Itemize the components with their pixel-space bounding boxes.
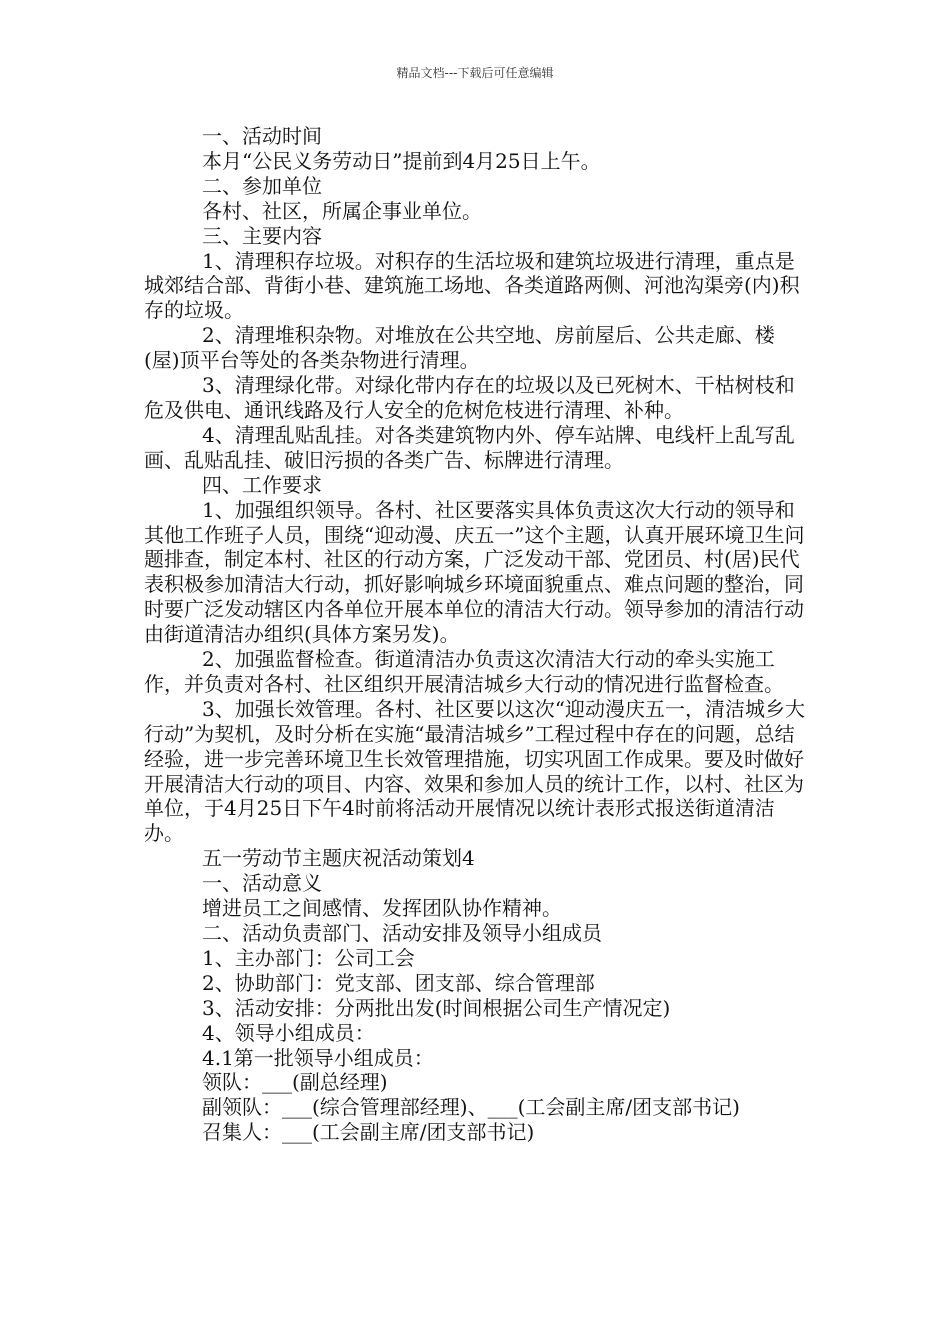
team-leader: 领队：___(副总经理): [202, 1070, 388, 1095]
content-item-2: 2、清理堆积杂物。对堆放在公共空地、房前屋后、公共走廊、楼(屋)顶平台等处的各类杂物进行清理。: [144, 323, 775, 373]
section-heading-requirements: 四、工作要求: [202, 472, 322, 497]
convener: 召集人：___(工会副主席/团支部书记): [202, 1120, 535, 1145]
content-item-4: 4、清理乱贴乱挂。对各类建筑物内外、停车站牌、电线杆上乱写乱画、乱贴乱挂、破旧污损的各类广告、标牌进行清理。: [144, 422, 795, 472]
department-assist: 2、协助部门：党支部、团支部、综合管理部: [202, 970, 595, 995]
document-body: [144, 124, 810, 1145]
section-heading-departments: 二、活动负责部门、活动安排及领导小组成员: [202, 921, 602, 945]
activity-arrangement: 3、活动安排：分两批出发(时间根据公司生产情况定): [202, 995, 671, 1020]
paragraph-units: 各村、社区，所属企事业单位。: [202, 198, 482, 223]
paragraph-time: 本月“公民义务劳动日”提前到4月25日上午。: [202, 148, 601, 173]
deputy-team-leader: 副领队：___(综合管理部经理)、___(工会副主席/团支部书记): [202, 1095, 740, 1120]
section-heading-content: 三、主要内容: [202, 223, 322, 248]
leadership-group: 4、领导小组成员：: [202, 1020, 375, 1045]
plan-title: 五一劳动节主题庆祝活动策划4: [202, 846, 475, 871]
first-batch-members: 4.1第一批领导小组成员：: [202, 1045, 434, 1070]
content-item-1: 1、清理积存垃圾。对积存的生活垃圾和建筑垃圾进行清理，重点是城郊结合部、背街小巷、建筑施工场地、各类道路两侧、河池沟渠旁(内)积存的垃圾。: [144, 248, 800, 323]
requirement-item-2: 2、加强监督检查。街道清洁办负责这次清洁大行动的牵头实施工作，并负责对各村、社区组织开展清洁城乡大行动的情况进行监督检查。: [144, 647, 784, 696]
paragraph-meaning: 增进员工之间感情、发挥团队协作精神。: [202, 896, 562, 921]
requirement-item-1: 1、加强组织领导。各村、社区要落实具体负责这次大行动的领导和其他工作班子人员，围绕“迎动漫、庆五一”这个主题，认真开展环境卫生问题排查，制定本村、社区的行动方案，广泛发动干部、党团员、村(居)民代表积极参加清洁大行动，抓好影响城乡环境面貌重点、难点问题的整治，同时要广泛发动辖区内各单位开展本单位的清洁大行动。领导参加的清洁行动由街道清洁办组织(具体方案另发)。: [144, 497, 805, 647]
section-heading-units: 二、参加单位: [202, 173, 322, 198]
page-header: 精品文档---下载后可任意编辑: [396, 66, 554, 80]
section-heading-meaning: 一、活动意义: [202, 871, 322, 896]
requirement-item-3: 3、加强长效管理。各村、社区要以这次“迎动漫庆五一，清洁城乡大行动”为契机，及时分析在实施“最清洁城乡”工程过程中存在的问题，总结经验，进一步完善环境卫生长效管理措施，切实巩固工作成果。要及时做好开展清洁大行动的项目、内容、效果和参加人员的统计工作，以村、社区为单位，于4月25日下午4时前将活动开展情况以统计表形式报送街道清洁办。: [144, 696, 805, 846]
content-item-3: 3、清理绿化带。对绿化带内存在的垃圾以及已死树木、干枯树枝和危及供电、通讯线路及行人安全的危树危枝进行清理、补种。: [144, 373, 795, 422]
department-host: 1、主办部门：公司工会: [202, 945, 415, 970]
section-heading-time: 一、活动时间: [202, 124, 322, 148]
